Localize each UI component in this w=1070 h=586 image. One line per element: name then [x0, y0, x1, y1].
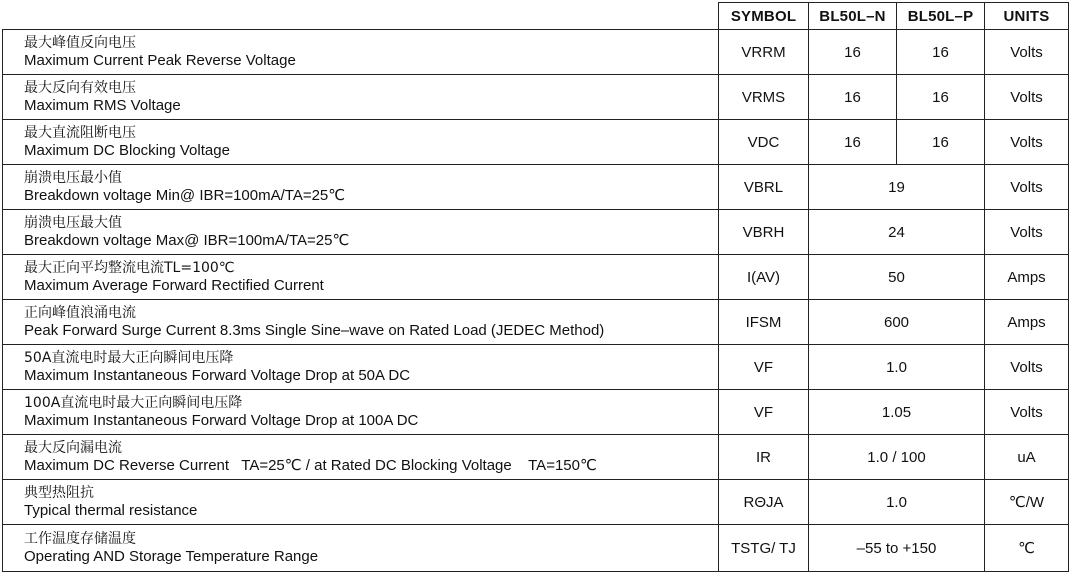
parameter-en: Breakdown voltage Min@ IBR=100mA/TA=25℃ [24, 187, 346, 204]
parameter-zh: 典型热阻抗 [24, 485, 94, 501]
header-symbol: SYMBOL [719, 3, 809, 30]
parameter-en: Maximum DC Reverse Current TA=25℃ / at Rated DC Blocking Voltage TA=150℃ [24, 457, 597, 474]
parameter-cell [3, 75, 719, 120]
table-row [3, 300, 1069, 345]
parameter-en: Maximum Average Forward Rectified Current [24, 277, 324, 294]
symbol-cell: VDC [719, 120, 809, 165]
parameter-zh: 100A直流电时最大正向瞬间电压降 [24, 395, 243, 411]
parameter-zh: 最大直流阻断电压 [24, 125, 136, 141]
value-shared-cell: 24 [809, 210, 985, 255]
value-shared-cell: 1.0 [809, 480, 985, 525]
value-shared-cell: –55 to +150 [809, 525, 985, 572]
parameter-cell [3, 300, 719, 345]
table-row [3, 480, 1069, 525]
parameter-zh: 最大反向漏电流 [24, 440, 122, 456]
table-row [3, 30, 1069, 75]
parameter-en: Typical thermal resistance [24, 502, 198, 519]
parameter-cell [3, 525, 719, 572]
symbol-cell: VBRH [719, 210, 809, 255]
value-shared-cell: 1.0 / 100 [809, 435, 985, 480]
parameter-en: Maximum RMS Voltage [24, 97, 181, 114]
parameter-en: Maximum DC Blocking Voltage [24, 142, 230, 159]
unit-cell: ℃ [985, 525, 1069, 572]
parameter-en: Maximum Current Peak Reverse Voltage [24, 52, 296, 69]
parameter-zh: 50A直流电时最大正向瞬间电压降 [24, 350, 234, 366]
symbol-cell: TSTG/ TJ [719, 525, 809, 572]
symbol-cell: IFSM [719, 300, 809, 345]
parameter-en: Breakdown voltage Max@ IBR=100mA/TA=25℃ [24, 232, 350, 249]
table-row [3, 165, 1069, 210]
parameter-zh: 崩溃电压最小值 [24, 170, 122, 186]
table-row [3, 435, 1069, 480]
value-p-cell: 16 [897, 30, 985, 75]
parameter-cell [3, 255, 719, 300]
table-row [3, 255, 1069, 300]
parameter-zh: 最大峰值反向电压 [24, 35, 136, 51]
table-row [3, 345, 1069, 390]
parameter-zh: 正向峰值浪涌电流 [24, 305, 136, 321]
value-p-cell: 16 [897, 120, 985, 165]
value-shared-cell: 50 [809, 255, 985, 300]
symbol-cell: IR [719, 435, 809, 480]
table-row [3, 390, 1069, 435]
value-shared-cell: 1.0 [809, 345, 985, 390]
table-row [3, 120, 1069, 165]
parameter-cell [3, 435, 719, 480]
parameter-zh: 最大正向平均整流电流TL=100℃ [24, 260, 235, 276]
unit-cell: Volts [985, 30, 1069, 75]
unit-cell: Volts [985, 75, 1069, 120]
parameter-en: Maximum Instantaneous Forward Voltage Drop at 50A DC [24, 367, 411, 384]
symbol-cell: VRRM [719, 30, 809, 75]
parameter-cell [3, 165, 719, 210]
symbol-cell: I(AV) [719, 255, 809, 300]
parameter-en: Maximum Instantaneous Forward Voltage Drop at 100A DC [24, 412, 419, 429]
unit-cell: Amps [985, 300, 1069, 345]
header-blank-cell [3, 3, 719, 30]
value-shared-cell: 600 [809, 300, 985, 345]
value-n-cell: 16 [809, 30, 897, 75]
unit-cell: Volts [985, 165, 1069, 210]
unit-cell: ℃/W [985, 480, 1069, 525]
parameter-cell [3, 345, 719, 390]
symbol-cell: VBRL [719, 165, 809, 210]
symbol-cell: RΘJA [719, 480, 809, 525]
header-bl50l-p: BL50L–P [897, 3, 985, 30]
ratings-sheet [2, 2, 1068, 584]
symbol-cell: VRMS [719, 75, 809, 120]
symbol-cell: VF [719, 390, 809, 435]
value-shared-cell: 1.05 [809, 390, 985, 435]
value-n-cell: 16 [809, 120, 897, 165]
parameter-cell [3, 120, 719, 165]
table-row [3, 525, 1069, 572]
table-row [3, 75, 1069, 120]
table-row [3, 210, 1069, 255]
ratings-table [2, 2, 1069, 572]
unit-cell: Volts [985, 390, 1069, 435]
parameter-en: Peak Forward Surge Current 8.3ms Single Sine–wave on Rated Load (JEDEC Method) [24, 322, 605, 339]
parameter-cell [3, 390, 719, 435]
parameter-cell [3, 480, 719, 525]
unit-cell: Amps [985, 255, 1069, 300]
symbol-cell: VF [719, 345, 809, 390]
value-p-cell: 16 [897, 75, 985, 120]
parameter-cell [3, 30, 719, 75]
value-shared-cell: 19 [809, 165, 985, 210]
table-header-row [3, 3, 1069, 30]
header-bl50l-n: BL50L–N [809, 3, 897, 30]
unit-cell: Volts [985, 345, 1069, 390]
parameter-zh: 崩溃电压最大值 [24, 215, 122, 231]
parameter-cell [3, 210, 719, 255]
unit-cell: Volts [985, 210, 1069, 255]
value-n-cell: 16 [809, 75, 897, 120]
unit-cell: uA [985, 435, 1069, 480]
unit-cell: Volts [985, 120, 1069, 165]
header-units: UNITS [985, 3, 1069, 30]
parameter-en: Operating AND Storage Temperature Range [24, 548, 319, 565]
parameter-zh: 工作温度存储温度 [24, 531, 136, 547]
parameter-zh: 最大反向有效电压 [24, 80, 136, 96]
